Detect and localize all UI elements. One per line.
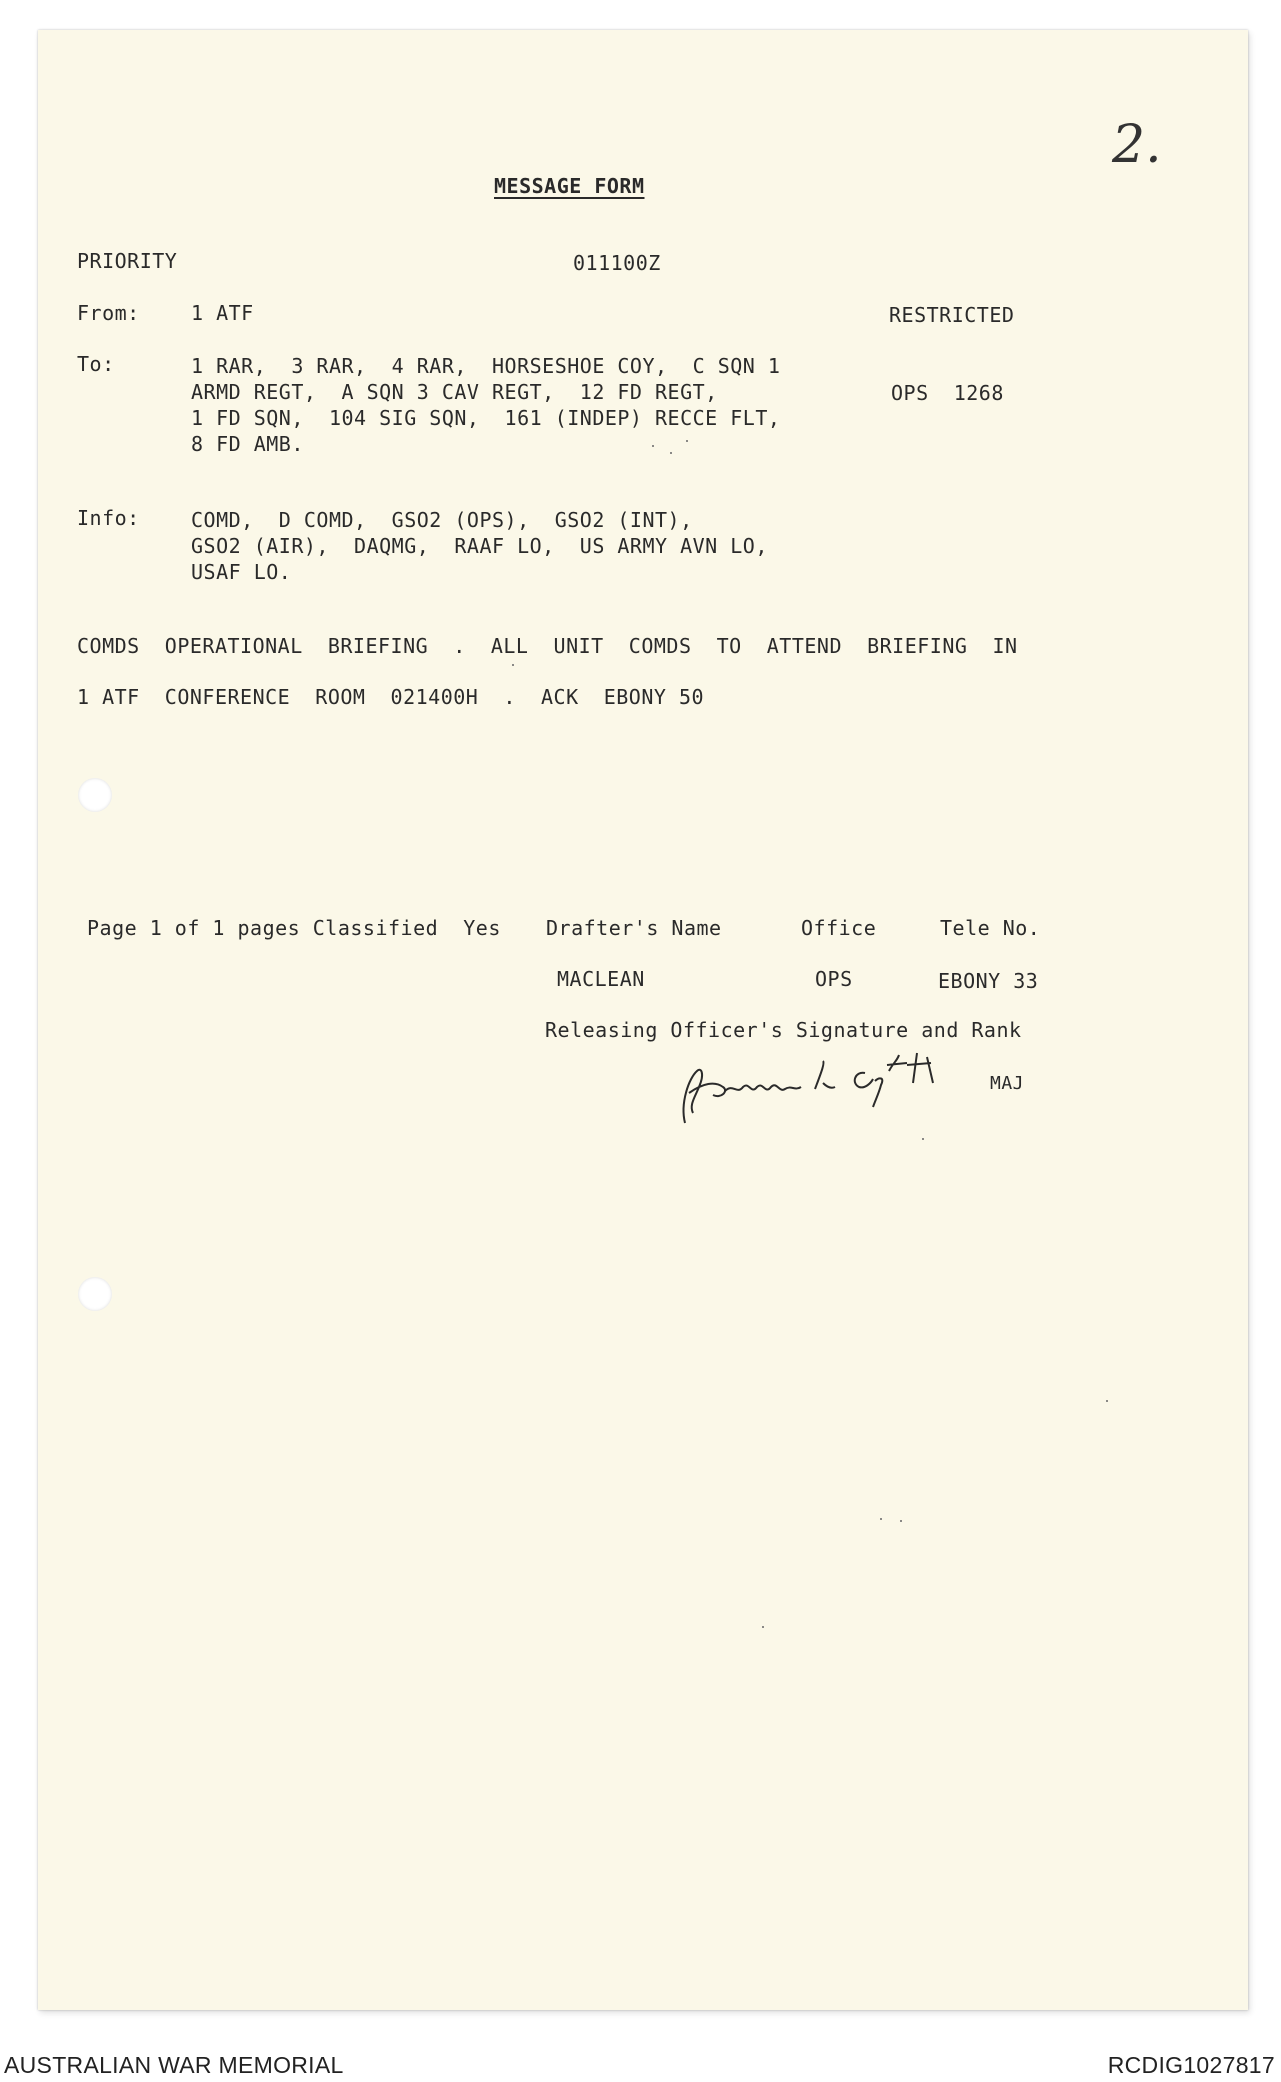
paper-speck xyxy=(762,1626,764,1628)
info-label: Info: xyxy=(77,506,140,530)
priority-label: PRIORITY xyxy=(77,249,178,273)
paper-speck xyxy=(880,1518,882,1520)
office-value: OPS xyxy=(815,967,853,991)
punch-hole-bottom xyxy=(78,1277,112,1311)
to-label: To: xyxy=(77,352,115,376)
info-line: COMD, D COMD, GSO2 (OPS), GSO2 (INT), xyxy=(191,508,693,532)
office-label: Office xyxy=(801,916,877,940)
archive-item-id: RCDIG1027817 xyxy=(1107,2052,1275,2078)
paper-speck xyxy=(652,445,654,447)
classification: RESTRICTED xyxy=(889,303,1015,327)
drafter-label: Drafter's Name xyxy=(546,916,722,940)
paper-speck xyxy=(922,1138,924,1140)
paper-speck xyxy=(686,440,688,442)
page-count-classified: Page 1 of 1 pages Classified Yes xyxy=(87,916,501,940)
message-reference: OPS 1268 xyxy=(891,381,1004,405)
from-value: 1 ATF xyxy=(191,301,254,325)
punch-hole-top xyxy=(78,778,112,812)
form-title: MESSAGE FORM xyxy=(494,174,645,198)
message-line: 1 ATF CONFERENCE ROOM 021400H . ACK EBONY 50 xyxy=(77,685,705,709)
releasing-officer-label: Releasing Officer's Signature and Rank xyxy=(545,1018,1022,1042)
to-line: ARMD REGT, A SQN 3 CAV REGT, 12 FD REGT, xyxy=(191,380,718,404)
handwritten-signature xyxy=(675,1043,995,1133)
drafter-name: MACLEAN xyxy=(557,967,645,991)
to-line: 1 FD SQN, 104 SIG SQN, 161 (INDEP) RECCE FLT, xyxy=(191,406,781,430)
paper-speck xyxy=(512,664,514,666)
from-label: From: xyxy=(77,301,140,325)
archive-institution: AUSTRALIAN WAR MEMORIAL xyxy=(4,2052,344,2078)
to-line: 1 RAR, 3 RAR, 4 RAR, HORSESHOE COY, C SQN 1 xyxy=(191,354,781,378)
tele-value: EBONY 33 xyxy=(938,969,1039,993)
tele-label: Tele No. xyxy=(940,916,1041,940)
date-time-group: 011100Z xyxy=(573,251,661,275)
message-line: COMDS OPERATIONAL BRIEFING . ALL UNIT COMDS TO ATTEND BRIEFING IN xyxy=(77,634,1018,658)
handwritten-page-number: 2. xyxy=(1112,115,1162,175)
officer-rank: MAJ xyxy=(990,1073,1025,1094)
paper-speck xyxy=(1106,1400,1108,1402)
paper-speck xyxy=(900,1520,902,1522)
paper-speck xyxy=(670,452,672,454)
info-line: USAF LO. xyxy=(191,560,292,584)
info-line: GSO2 (AIR), DAQMG, RAAF LO, US ARMY AVN LO, xyxy=(191,534,768,558)
to-line: 8 FD AMB. xyxy=(191,432,304,456)
